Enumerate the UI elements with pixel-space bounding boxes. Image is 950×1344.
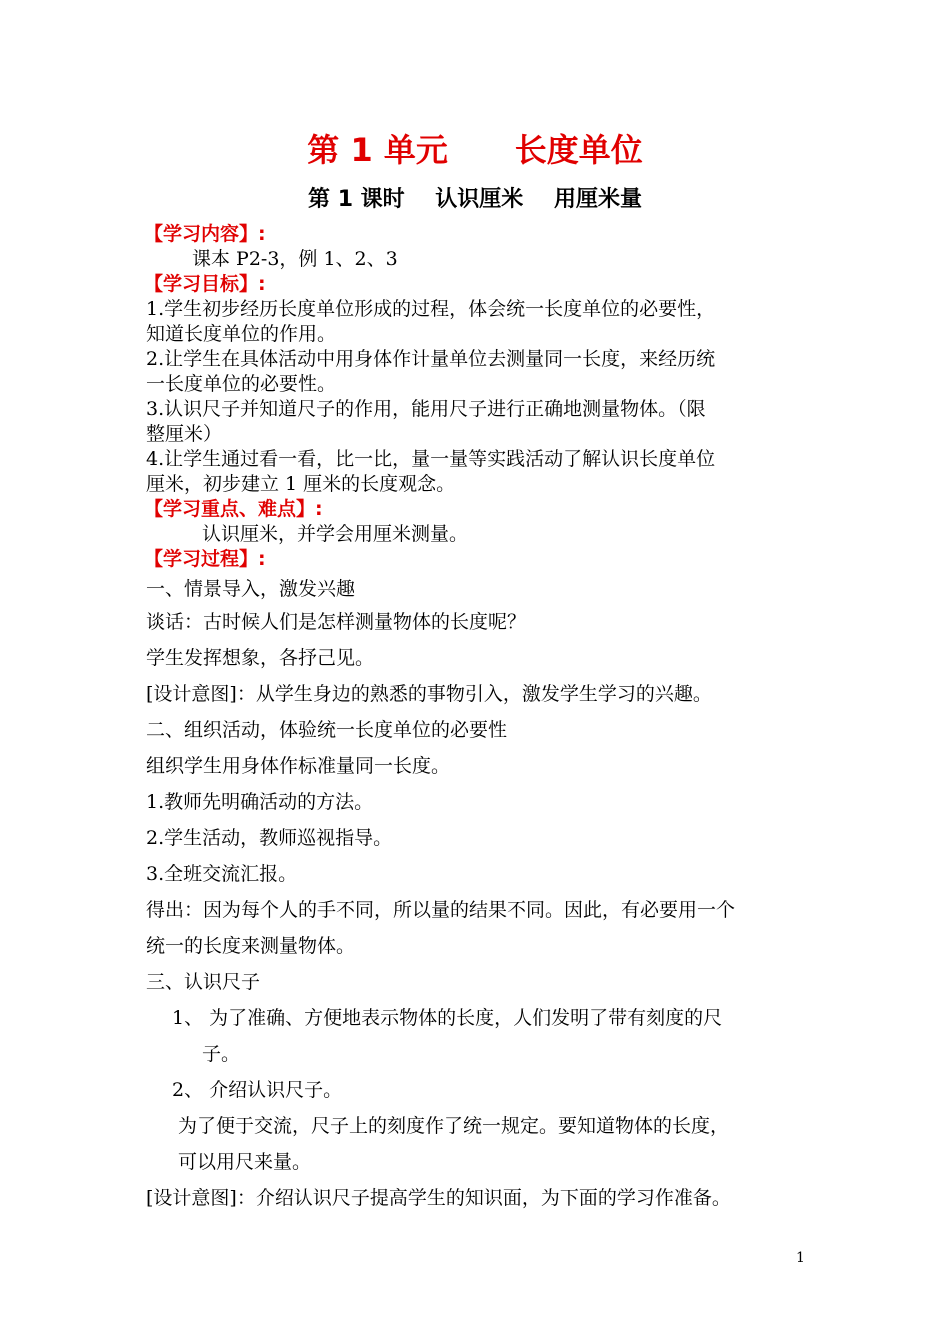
key-heading: 【学习重点、难点】: bbox=[144, 498, 323, 520]
goal-line: 厘米，初步建立 1 厘米的长度观念。 bbox=[146, 473, 456, 495]
s2-conclusion: 得出：因为每个人的手不同，所以量的结果不同。因此，有必要用一个 bbox=[146, 899, 736, 921]
s2-conclusion: 统一的长度来测量物体。 bbox=[146, 935, 356, 957]
document-body bbox=[146, 222, 826, 1216]
s2-title: 二、组织活动，体验统一长度单位的必要性 bbox=[146, 719, 508, 741]
unit-title: 第 1 单元 长度单位 bbox=[307, 131, 643, 169]
s3-item-1: 1、 为了准确、方便地表示物体的长度，人们发明了带有刻度的尺 bbox=[172, 1007, 723, 1029]
s3-item-1-cont: 子。 bbox=[202, 1043, 241, 1065]
s2-step: 1.教师先明确活动的方法。 bbox=[146, 791, 374, 813]
s3-paragraph: 可以用尺来量。 bbox=[178, 1151, 312, 1173]
lesson-subtitle: 第 1 课时 认识厘米 用厘米量 bbox=[308, 187, 642, 212]
s1-imagine: 学生发挥想象，各抒己见。 bbox=[146, 647, 375, 669]
goal-line: 3.认识尺子并知道尺子的作用，能用尺子进行正确地测量物体。（限 bbox=[146, 398, 706, 420]
content-text: 课本 P2-3，例 1、2、3 bbox=[192, 248, 398, 270]
s3-design: [设计意图]：介绍认识尺子提高学生的知识面，为下面的学习作准备。 bbox=[146, 1187, 731, 1209]
s1-title: 一、情景导入，激发兴趣 bbox=[146, 578, 356, 600]
s3-paragraph: 为了便于交流，尺子上的刻度作了统一规定。要知道物体的长度， bbox=[178, 1115, 730, 1137]
key-text: 认识厘米，并学会用厘米测量。 bbox=[202, 523, 469, 545]
goal-line: 2.让学生在具体活动中用身体作计量单位去测量同一长度，来经历统 bbox=[146, 348, 716, 370]
goal-line: 知道长度单位的作用。 bbox=[146, 323, 337, 345]
goal-line: 1.学生初步经历长度单位形成的过程，体会统一长度单位的必要性， bbox=[146, 298, 716, 320]
goal-line: 整厘米） bbox=[146, 423, 223, 445]
goal-line: 4.让学生通过看一看，比一比，量一量等实践活动了解认识长度单位 bbox=[146, 448, 716, 470]
goals-list bbox=[146, 297, 826, 497]
s1-design: [设计意图]：从学生身边的熟悉的事物引入，激发学生学习的兴趣。 bbox=[146, 683, 712, 705]
process-section bbox=[146, 574, 826, 1216]
s2-step: 2.学生活动，教师巡视指导。 bbox=[146, 827, 393, 849]
content-heading: 【学习内容】: bbox=[144, 223, 266, 245]
process-heading: 【学习过程】: bbox=[144, 548, 266, 570]
s2-intro: 组织学生用身体作标准量同一长度。 bbox=[146, 755, 451, 777]
page-number: 1 bbox=[796, 1250, 805, 1266]
s3-item-2: 2、 介绍认识尺子。 bbox=[172, 1079, 343, 1101]
goals-heading: 【学习目标】: bbox=[144, 273, 266, 295]
s3-title: 三、认识尺子 bbox=[146, 971, 261, 993]
s1-talk: 谈话：古时候人们是怎样测量物体的长度呢？ bbox=[146, 611, 527, 633]
goal-line: 一长度单位的必要性。 bbox=[146, 373, 337, 395]
s2-step: 3.全班交流汇报。 bbox=[146, 863, 298, 885]
